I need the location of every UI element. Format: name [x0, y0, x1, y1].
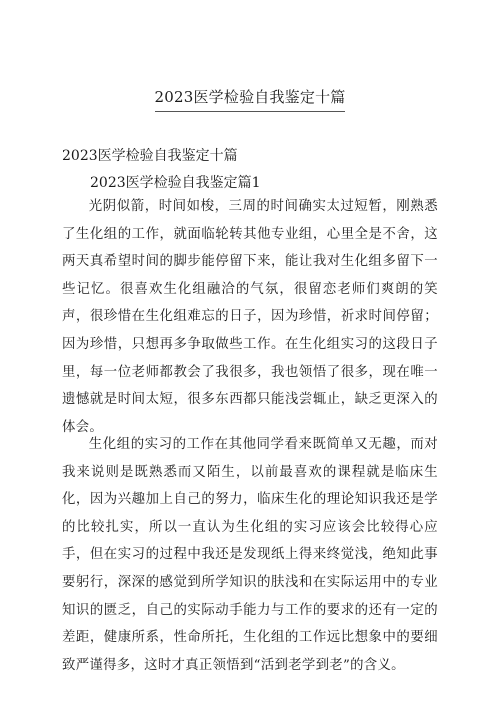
body-paragraph-2: 生化组的实习的工作在其他同学看来既简单又无趣，而对我来说则是既熟悉而又陌生，以前最喜欢的课程就是临床生化，因为兴趣加上自己的努力，临床生化的理论知识我还是学的比较扎实，所以一直认为生化组的实习应该会比较得心应手，但在实习的过程中我还是发现纸上得来终觉浅，绝知此事要躬行，深深的感觉到所学知识的肤浅和在实际运用中的专业知识的匮乏，自己的实际动手能力与工作的要求的还有一定的差距，健康所系，性命所托，生化组的工作远比想象中的要细致严谨得多，这时才真正领悟到“活到老学到老”的含义。	[62, 437, 438, 673]
body-paragraph-1: 光阴似箭，时间如梭，三周的时间确实太过短暂，刚熟悉了生化组的工作，就面临轮转其他专业组，心里全是不舍，这两天真希望时间的脚步能停留下来，能让我对生化组多留下一些记忆。很喜欢生化组融洽的气氛，很留恋老师们爽朗的笑声，很珍惜在生化组难忘的日子，因为珍惜，祈求时间停留；因为珍惜，只想再多争取做些工作。在生化组实习的这段日子里，每一位老师都教会了我很多，我也领悟了很多，现在唯一遗憾就是时间太短，很多东西都只能浅尝辄止，缺乏更深入的体会。	[62, 199, 438, 435]
document-title: 2023医学检验自我鉴定十篇	[155, 87, 346, 112]
document-subtitle: 2023医学检验自我鉴定十篇	[62, 148, 238, 164]
title-block	[62, 87, 438, 112]
section-heading: 2023医学检验自我鉴定篇1	[90, 175, 261, 191]
